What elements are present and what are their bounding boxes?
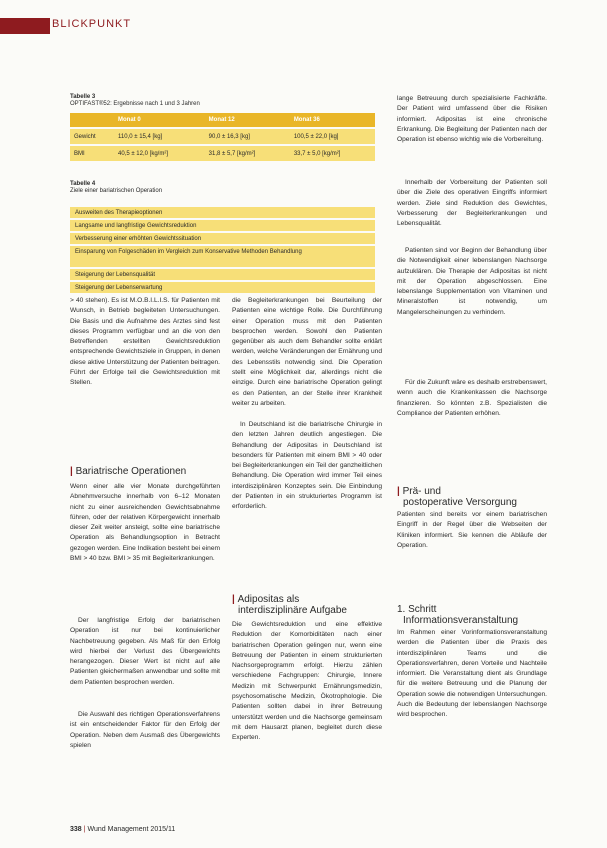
col2-paragraph: die Begleiterkrankungen bei Beurteilung der Patienten eine wichtige Rolle. Die Durchführung einer Operation muss mit den Patienten besprochen werden. Sowohl den Patienten gegenüber als auch dem Behandler sollte erklärt werden, welche Veränderungen der Ernährung und des Lebensstils notwendig sind. Die Operation stellt eine Möglichkeit dar, allerdings nicht die einzige. Durch eine bariatrische Operation gelingt es den Patienten, an der Stelle ihrer Krankheit weiter zu arbeiten. xyxy=(232,297,382,407)
col1-paragraph: Wenn einer alle vier Monate durchgeführten Abnehmversuche innerhalb von 6–12 Monaten nicht zu einer ausreichenden Gewichtsabnahme führen, oder der relativen Körpergewicht innerhalb dieser Zeit weiter ansteigt, sollte eine bariatrische Operation als Behandlungsoption in Betracht gezogen werden. Eine Indikation besteht bei einem BMI > 40 bzw. BMI > 35 mit Begleiterkrankungen. xyxy=(70,483,220,563)
table-row xyxy=(70,128,375,145)
col3-paragraph: lange Betreuung durch spezialisierte Fachkräfte. Der Patient wird umfassend über die Risiken informiert. Adipositas ist eine chronische Erkrankung. Die Begleitung der Patienten nach der Operation ist ebenso wichtig wie die Vorbereitung. xyxy=(397,95,547,144)
col2-heading-line2: interdisziplinäre Aufgabe xyxy=(238,605,347,616)
table3-title: OPTIFAST®52: Ergebnisse nach 1 und 3 Jahren xyxy=(70,101,200,107)
table-cell: 90,0 ± 16,3 [kg] xyxy=(205,128,290,145)
col1-heading-text: Bariatrische Operationen xyxy=(75,466,187,477)
table-cell: BMI xyxy=(70,145,114,161)
table-cell: 110,0 ± 15,4 [kg] xyxy=(114,128,205,145)
col2-heading-line1: Adipositas als xyxy=(237,594,300,605)
table3-header-cell: Monat 0 xyxy=(114,113,205,128)
col1-paragraph: Die Auswahl des richtigen Operationsverfahrens ist ein entscheidender Faktor für den Erfolg der Operation. Neben dem Ausmaß des Übergewichts spielen xyxy=(70,711,220,749)
heading-marker: | xyxy=(232,594,238,605)
table3-header-cell: Monat 12 xyxy=(205,113,290,128)
table-cell: 40,5 ± 12,0 [kg/m²] xyxy=(114,145,205,161)
table4-label: Tabelle 4 xyxy=(70,181,96,187)
table3-header-row xyxy=(70,113,375,128)
col3-paragraph: Im Rahmen einer Vorinformationsveranstaltung werden die Patienten über die Praxis des interdisziplinären Teams und die Operationsverfahren, deren Vorteile und Nachteile informiert. Die Veranstaltung dient als Grundlage für die weitere Betreuung und die Planung der Operation sowie die notwendigen Untersuchungen. Auch die Bedeutung der lebenslangen Nachsorge wird besprochen. xyxy=(397,629,547,719)
col3-heading-line1: Prä- und xyxy=(402,486,441,497)
table4-title: Ziele einer bariatrischen Operation xyxy=(70,188,163,194)
table4-row: Steigerung der Lebenserwartung xyxy=(70,281,375,293)
section-title: BLICKPUNKT xyxy=(52,18,132,30)
table-cell: 31,8 ± 5,7 [kg/m²] xyxy=(205,145,290,161)
page-footer xyxy=(70,826,175,833)
col1-paragraph: Der langfristige Erfolg der bariatrischen Operation ist nur bei kontinuierlicher Nachbetreuung gegeben. Als Maß für den Erfolg wird hierbei der Verlust des Übergewichts herangezogen. Dieser Wert ist nicht auf alle Patienten gleichermaßen anwendbar und sollte mit dem Patienten besprochen werden. xyxy=(70,617,220,686)
table-cell: 33,7 ± 5,0 [kg/m²] xyxy=(290,145,375,161)
col3-heading2-line2: Informationsveranstaltung xyxy=(403,615,519,626)
col3-paragraph: Für die Zukunft wäre es deshalb erstrebenswert, wenn auch die Krankenkassen die Nachsorge finanzieren. So könnten z.B. Spezialisten die Compliance der Patienten erhöhen. xyxy=(397,379,547,417)
table3-header-cell xyxy=(70,113,114,128)
table3-header-cell: Monat 36 xyxy=(290,113,375,128)
footer-separator: | xyxy=(83,826,86,833)
col2-paragraph: In Deutschland ist die bariatrische Chirurgie in den letzten Jahren deutlich angestiegen. Die Behandlung der Adipositas in Deutschland ist besonders für Patienten mit einem BMI > 40 oder bei Begleiterkrankungen ein Teil der ganzheitlichen Behandlung. Die Operation wird immer Teil eines interdisziplinären Konzeptes sein. Die Einbindung der Patienten in ein strukturiertes Programm ist erforderlich. xyxy=(232,421,382,511)
journal-name: Wund Management 2015/11 xyxy=(87,826,176,833)
col1-heading xyxy=(70,466,186,477)
table3 xyxy=(70,113,375,161)
col3-paragraph: Innerhalb der Vorbereitung der Patienten soll über die Ziele des operativen Eingriffs informiert werden. Ziele sind Reduktion des Gewichtes, Verbesserung der Begleiterkrankungen und Lebensqualität. xyxy=(397,179,547,228)
col1-paragraph: > 40 stehen). Es ist M.O.B.I.L.I.S. für Patienten mit Wunsch, in Betrieb begleiteten Untersuchungen. Die Basis und die Aufnahme des Arztes sind fest dieses Programm verfügbar und an die von den Betreffenden erstellten Gewichtsreduktion entsprechende Gewichtsziele in Gruppen, in denen diese aktive Unterstützung der Patienten beitragen. Führt der Erfolge teil die Gewichtsreduktion mit Stellen. xyxy=(70,297,220,387)
table3-label: Tabelle 3 xyxy=(70,94,96,100)
table4-row: Einsparung von Folgeschäden im Vergleich zum Konservative Methoden Behandlung xyxy=(70,245,375,267)
page-number: 338 xyxy=(70,826,82,833)
table4-row: Langsame und langfristige Gewichtsreduktion xyxy=(70,219,375,231)
heading-marker: | xyxy=(70,466,76,477)
section-color-bar xyxy=(0,18,50,34)
col2-heading xyxy=(232,594,347,616)
col3-heading xyxy=(397,486,517,508)
col2-paragraph: Die Gewichtsreduktion und eine effektive Reduktion der Komorbiditäten nach einer bariatrischen Operation gelingen nur, wenn eine Betreuung der Patienten in einem strukturierten Nachsorgeprogramm erfolgt. Hierzu zählen verschiedene Fachgruppen: Chirurgie, Innere Medizin mit Schwerpunkt Ernährungsmedizin, psychosomatische Medizin, Ökotrophologie. Die Patienten sollten dabei in ihrer Betreuung unterstützt werden und die Nachsorge gemeinsam mit dem Hausarzt planen, begleitet durch diese Experten. xyxy=(232,621,382,742)
table-cell: Gewicht xyxy=(70,128,114,145)
col3-heading2-line1: 1. Schritt xyxy=(397,604,437,615)
col3-heading2 xyxy=(397,604,518,626)
col3-heading-line2: postoperative Versorgung xyxy=(403,497,517,508)
table3-caption xyxy=(70,94,200,108)
table4-row: Ausweiten des Therapieoptionen xyxy=(70,206,375,218)
col3-paragraph: Patienten sind vor Beginn der Behandlung über die Notwendigkeit einer lebenslangen Nachsorge aufzuklären. Die Therapie der Adipositas ist nicht mit der Operation abgeschlossen. Eine lebenslange Supplementation von Vitaminen und Mineralstoffen ist notwendig, um Mangelerscheinungen zu verhindern. xyxy=(397,247,547,316)
table-row xyxy=(70,145,375,161)
table4-row: Verbesserung einer erhöhten Gewichtssituation xyxy=(70,232,375,244)
table-cell: 100,5 ± 22,0 [kg] xyxy=(290,128,375,145)
table4-caption xyxy=(70,181,162,195)
heading-marker: | xyxy=(397,486,403,497)
table4-row: Steigerung der Lebensqualität xyxy=(70,268,375,280)
col3-paragraph: Patienten sind bereits vor einem bariatrischen Eingriff in der Regel über die Webseiten der Kliniken informiert. Sie kennen die Abläufe der Operation. xyxy=(397,511,547,549)
